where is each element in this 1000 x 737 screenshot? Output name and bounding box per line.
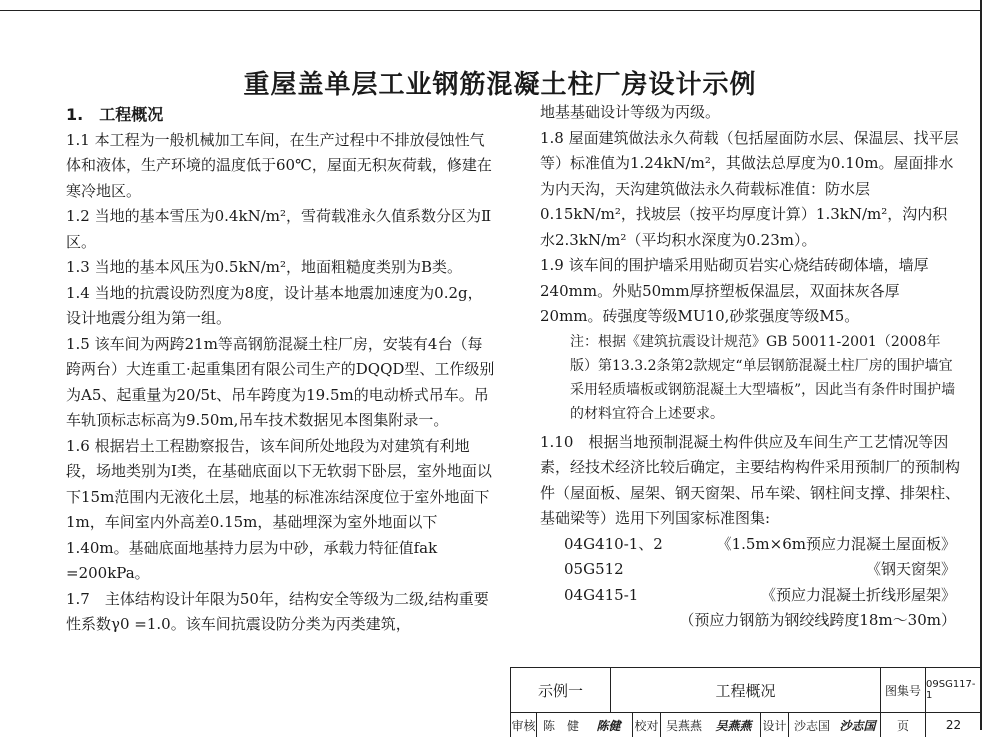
standard-name: 《1.5m×6m预应力混凝土屋面板》 — [716, 534, 956, 553]
check-label: 校对 — [633, 713, 661, 737]
standard-row-1 — [540, 532, 960, 558]
paragraph-1-2: 1.2 当地的基本雪压为0.4kN/m²，雪荷载准永久值系数分区为Ⅱ区。 — [66, 207, 492, 251]
title-block — [510, 667, 981, 737]
designer-name: 沙志国 — [793, 718, 830, 733]
standard-code: 05G512 — [564, 560, 624, 578]
designer-signature: 沙志国 — [835, 713, 881, 737]
topic-label: 工程概况 — [611, 668, 881, 712]
reviewer-name: 陈 健 — [542, 718, 579, 733]
checker-signature: 吴燕燕 — [707, 713, 761, 737]
example-label: 示例一 — [511, 668, 611, 712]
left-column — [66, 102, 496, 638]
paragraph-1-5: 1.5 该车间为两跨21m等高钢筋混凝土柱厂房，安装有4台（每跨两台）大连重工·起重集团有限公司生产的DQQD型、工作级别为A5、起重量为20/5t、吊车跨度为19.5m的电动桥式吊车。吊车轨顶标志标高为9.50m,吊车技术数据见本图集附录一。 — [66, 334, 495, 429]
checker-name: 吴燕燕 — [665, 718, 702, 733]
page-label: 页 — [881, 713, 926, 737]
paragraph-1-1: 1.1 本工程为一般机械加工车间，在生产过程中不排放侵蚀性气体和液体，生产环境的温度低于60℃，屋面无积灰荷载，修建在寒冷地区。 — [66, 130, 492, 200]
standard-row-2 — [540, 557, 960, 583]
standard-name: 《钢天窗架》 — [865, 560, 956, 578]
standard-code: 04G410-1、2 — [564, 534, 663, 553]
atlas-number: 09SG117-1 — [926, 679, 976, 701]
paragraph-1-3: 1.3 当地的基本风压为0.5kN/m²，地面粗糙度类别为B类。 — [66, 258, 463, 276]
paragraph-1-7: 1.7 主体结构设计年限为50年，结构安全等级为二级,结构重要性系数γ0 =1.0。该车间抗震设防分类为丙类建筑， — [66, 589, 489, 633]
atlas-label: 图集号 — [881, 668, 926, 712]
paragraph-1-9: 1.9 该车间的围护墙采用贴砌页岩实心烧结砖砌体墙，墙厚240mm。外贴50mm厚挤塑板保温层，双面抹灰各厚20mm。砖强度等级MU10,砂浆强度等级M5。 — [540, 256, 929, 325]
page-number: 22 — [945, 718, 962, 732]
paragraph-1-10: 1.10 根据当地预制混凝土构件供应及车间生产工艺情况等因素，经技术经济比较后确定，主要结构构件采用预制厂的预制构件（屋面板、屋架、钢天窗架、吊车梁、钢柱间支撑、排架柱、基础梁等）选用下列国家标准图集: — [540, 432, 961, 527]
paragraph-1-6: 1.6 根据岩土工程勘察报告，该车间所处地段为对建筑有利地段，场地类别为Ⅰ类，在基础底面以下无软弱下卧层，室外地面以下15m范围内无液化土层，地基的标准冻结深度位于室外地面下1m，车间室内外高差0.15m，基础埋深为室外地面以下1.40m。基础底面地基持力层为中砂，承载力特征值fak =200kPa。 — [66, 436, 492, 582]
paragraph-1-4: 1.4 当地的抗震设防烈度为8度，设计基本地震加速度为0.2g，设计地震分组为第一组。 — [66, 283, 483, 327]
note: 注：根据《建筑抗震设计规范》GB 50011-2001（2008年版）第13.3.2条第2款规定“单层钢筋混凝土柱厂房的围护墙宜采用轻质墙板或钢筋混凝土大型墙板”，因此当有条件时围护墙的材料宜符合上述要求。 — [570, 333, 956, 422]
title-block-row-2 — [511, 713, 981, 737]
page-title: 重屋盖单层工业钢筋混凝土柱厂房设计示例 — [243, 70, 757, 100]
standard-note: （预应力钢筋为钢绞线跨度18m～30m） — [679, 611, 956, 629]
standard-name: 《预应力混凝土折线形屋架》 — [760, 585, 956, 604]
review-label: 审核 — [511, 713, 537, 737]
paragraph-1-8: 1.8 屋面建筑做法永久荷载（包括屋面防水层、保温层、找平层等）标准值为1.24kN/m²，其做法总厚度为0.10m。屋面排水为内天沟，天沟建筑做法永久荷载标准值：防水层0.15kN/m²，找坡层（按平均厚度计算）1.3kN/m²，沟内积水2.3kN/m²（平均积水深度为0.23m）。 — [540, 128, 959, 249]
right-column — [540, 100, 960, 634]
design-label: 设计 — [761, 713, 789, 737]
standard-row-3 — [540, 583, 960, 609]
reviewer-signature: 陈健 — [585, 713, 633, 737]
title-block-row-1 — [511, 668, 981, 713]
paragraph-continuation: 地基基础设计等级为丙级。 — [540, 103, 721, 121]
standard-note-row — [540, 608, 960, 634]
standard-code: 04G415-1 — [564, 585, 639, 604]
section-heading: 1. 工程概况 — [66, 105, 164, 124]
